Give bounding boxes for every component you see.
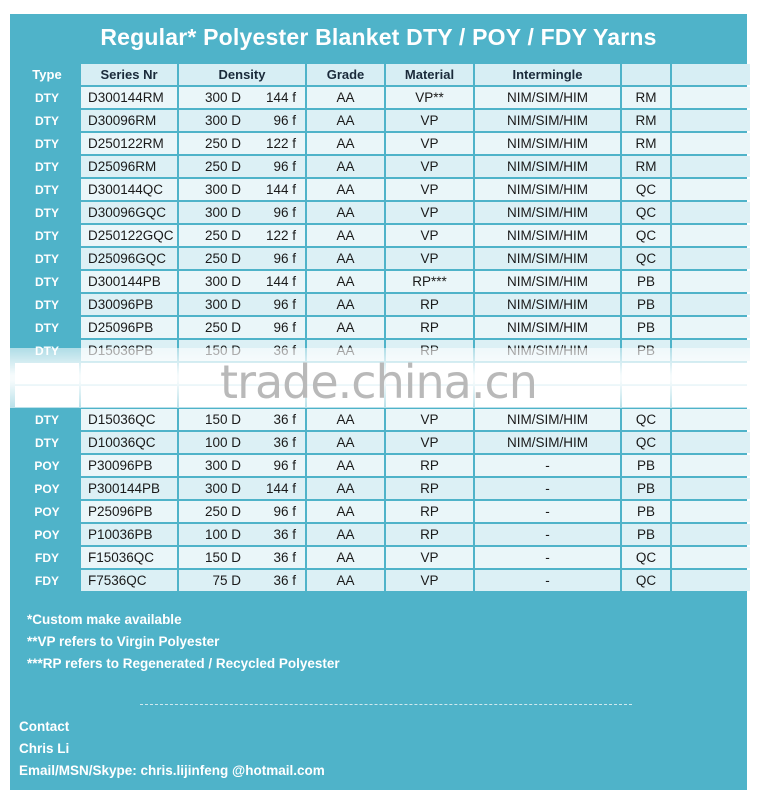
cell-density — [179, 110, 305, 131]
cell-density — [179, 156, 305, 177]
footnotes — [27, 609, 340, 675]
cell-series: D250122RM — [81, 133, 177, 154]
cell-density — [179, 432, 305, 453]
cell-type: FDY — [15, 547, 79, 568]
cell-intermingle: - — [475, 524, 620, 545]
cell-code: QC — [622, 432, 670, 453]
cell-intermingle: NIM/SIM/HIM — [475, 133, 620, 154]
header-intermingle: Intermingle — [475, 64, 620, 85]
table-row — [15, 317, 750, 338]
cell-code: PB — [622, 478, 670, 499]
table-row — [15, 271, 750, 292]
density-denier: 100 D — [204, 527, 241, 542]
cell-intermingle: - — [475, 455, 620, 476]
cell-code: QC — [622, 179, 670, 200]
cell-series: D25096RM — [81, 156, 177, 177]
cell-type: DTY — [15, 133, 79, 154]
cell-grade: AA — [307, 87, 384, 108]
table-row — [15, 294, 750, 315]
cell-blank — [672, 570, 750, 591]
cell-intermingle: - — [475, 570, 620, 591]
table-row — [15, 501, 750, 522]
cell-series: D30096PB — [81, 294, 177, 315]
density-filament: 96 f — [273, 205, 296, 220]
cell-intermingle: - — [475, 478, 620, 499]
cell-grade: AA — [307, 156, 384, 177]
cell-type: POY — [15, 524, 79, 545]
cell-code: QC — [622, 202, 670, 223]
cell-material: VP — [386, 248, 473, 269]
table-row — [15, 156, 750, 177]
density-filament: 36 f — [273, 573, 296, 588]
cell-blank — [672, 179, 750, 200]
cell-blank — [672, 271, 750, 292]
cell-type: DTY — [15, 156, 79, 177]
cell-material: RP — [386, 478, 473, 499]
cell-series: P300144PB — [81, 478, 177, 499]
cell-series: D250122GQC — [81, 225, 177, 246]
header-type: Type — [15, 64, 79, 85]
cell-type: DTY — [15, 294, 79, 315]
table-row — [15, 524, 750, 545]
cell-grade: AA — [307, 202, 384, 223]
cell-grade: AA — [307, 570, 384, 591]
density-denier: 300 D — [204, 90, 241, 105]
cell-blank — [672, 156, 750, 177]
table-row — [15, 570, 750, 591]
cell-grade: AA — [307, 225, 384, 246]
footnote-custom: *Custom make available — [27, 612, 182, 627]
density-denier: 300 D — [204, 182, 241, 197]
table-header-row — [15, 64, 750, 85]
cell-series: F15036QC — [81, 547, 177, 568]
cell-code: QC — [622, 225, 670, 246]
cell-series: D300144QC — [81, 179, 177, 200]
cell-type: DTY — [15, 202, 79, 223]
cell-code: PB — [622, 501, 670, 522]
cell-type: DTY — [15, 248, 79, 269]
cell-blank — [672, 432, 750, 453]
table-body — [15, 87, 750, 591]
cell-blank — [672, 478, 750, 499]
cell-code: RM — [622, 87, 670, 108]
header-code — [622, 64, 670, 85]
density-denier: 100 D — [204, 435, 241, 450]
density-filament: 96 f — [273, 458, 296, 473]
cell-intermingle: - — [475, 501, 620, 522]
cell-density — [179, 179, 305, 200]
header-density: Density — [179, 64, 305, 85]
density-denier: 250 D — [204, 504, 241, 519]
table-row — [15, 225, 750, 246]
dashed-divider — [140, 704, 632, 705]
density-denier: 250 D — [204, 251, 241, 266]
cell-blank — [672, 202, 750, 223]
cell-blank — [672, 455, 750, 476]
cell-series: D30096RM — [81, 110, 177, 131]
density-denier: 300 D — [204, 113, 241, 128]
yarn-table-wrap — [13, 62, 746, 593]
cell-blank — [672, 501, 750, 522]
table-row — [15, 547, 750, 568]
table-row — [15, 409, 750, 430]
cell-series: D30096GQC — [81, 202, 177, 223]
cell-density — [179, 455, 305, 476]
density-filament: 96 f — [273, 297, 296, 312]
cell-grade: AA — [307, 501, 384, 522]
cell-blank — [672, 225, 750, 246]
cell-type: DTY — [15, 317, 79, 338]
footnote-vp: **VP refers to Virgin Polyester — [27, 634, 220, 649]
cell-material: VP — [386, 409, 473, 430]
cell-density — [179, 547, 305, 568]
cell-code: PB — [622, 271, 670, 292]
cell-series: D300144RM — [81, 87, 177, 108]
cell-material: VP** — [386, 87, 473, 108]
density-filament: 36 f — [273, 550, 296, 565]
contact-heading: Contact — [19, 719, 70, 734]
cell-grade: AA — [307, 455, 384, 476]
cell-blank — [672, 294, 750, 315]
cell-blank — [672, 547, 750, 568]
density-filament: 96 f — [273, 320, 296, 335]
cell-code: QC — [622, 570, 670, 591]
cell-grade: AA — [307, 271, 384, 292]
table-row — [15, 248, 750, 269]
cell-density — [179, 524, 305, 545]
cell-series: P25096PB — [81, 501, 177, 522]
header-material: Material — [386, 64, 473, 85]
density-denier: 150 D — [204, 550, 241, 565]
density-filament: 36 f — [273, 435, 296, 450]
cell-material: RP — [386, 317, 473, 338]
cell-series: P10036PB — [81, 524, 177, 545]
header-grade: Grade — [307, 64, 384, 85]
cell-series: F7536QC — [81, 570, 177, 591]
cell-density — [179, 202, 305, 223]
density-denier: 250 D — [204, 320, 241, 335]
cell-material: VP — [386, 156, 473, 177]
cell-blank — [672, 524, 750, 545]
cell-density — [179, 570, 305, 591]
cell-material: RP — [386, 501, 473, 522]
density-filament: 122 f — [265, 228, 296, 243]
cell-material: RP — [386, 524, 473, 545]
density-filament: 144 f — [265, 274, 296, 289]
density-filament: 96 f — [273, 159, 296, 174]
cell-code: PB — [622, 294, 670, 315]
cell-type: POY — [15, 501, 79, 522]
density-denier: 75 D — [212, 573, 241, 588]
cell-code: PB — [622, 524, 670, 545]
cell-type: DTY — [15, 409, 79, 430]
cell-density — [179, 317, 305, 338]
cell-material: RP — [386, 294, 473, 315]
table-row — [15, 110, 750, 131]
cell-type: FDY — [15, 570, 79, 591]
cell-intermingle: NIM/SIM/HIM — [475, 294, 620, 315]
density-filament: 122 f — [265, 136, 296, 151]
cell-grade: AA — [307, 133, 384, 154]
table-row — [15, 455, 750, 476]
density-filament: 36 f — [273, 412, 296, 427]
cell-code: QC — [622, 409, 670, 430]
cell-code: PB — [622, 317, 670, 338]
cell-blank — [672, 110, 750, 131]
cell-grade: AA — [307, 524, 384, 545]
cell-intermingle: NIM/SIM/HIM — [475, 179, 620, 200]
cell-type: DTY — [15, 87, 79, 108]
cell-code: RM — [622, 110, 670, 131]
table-row — [15, 179, 750, 200]
header-blank — [672, 64, 750, 85]
density-filament: 144 f — [265, 182, 296, 197]
cell-density — [179, 409, 305, 430]
density-filament: 36 f — [273, 527, 296, 542]
cell-type: DTY — [15, 271, 79, 292]
cell-intermingle: NIM/SIM/HIM — [475, 432, 620, 453]
cell-grade: AA — [307, 179, 384, 200]
density-denier: 250 D — [204, 228, 241, 243]
cell-blank — [672, 248, 750, 269]
yarn-spec-table — [13, 62, 752, 593]
cell-intermingle: NIM/SIM/HIM — [475, 271, 620, 292]
density-filament: 144 f — [265, 481, 296, 496]
cell-series: D15036QC — [81, 409, 177, 430]
cell-material: VP — [386, 547, 473, 568]
watermark-text: trade.china.cn — [220, 355, 537, 409]
cell-intermingle: NIM/SIM/HIM — [475, 87, 620, 108]
cell-code: QC — [622, 248, 670, 269]
cell-density — [179, 501, 305, 522]
cell-series: D300144PB — [81, 271, 177, 292]
density-denier: 300 D — [204, 458, 241, 473]
cell-density — [179, 271, 305, 292]
cell-intermingle: NIM/SIM/HIM — [475, 409, 620, 430]
cell-series: D25096PB — [81, 317, 177, 338]
footnote-rp: ***RP refers to Regenerated / Recycled Polyester — [27, 656, 340, 671]
density-denier: 300 D — [204, 205, 241, 220]
contact-block — [19, 716, 325, 782]
cell-series: P30096PB — [81, 455, 177, 476]
density-denier: 250 D — [204, 136, 241, 151]
cell-intermingle: NIM/SIM/HIM — [475, 225, 620, 246]
cell-blank — [672, 87, 750, 108]
density-filament: 96 f — [273, 251, 296, 266]
table-row — [15, 87, 750, 108]
table-row — [15, 202, 750, 223]
cell-material: VP — [386, 225, 473, 246]
cell-material: RP*** — [386, 271, 473, 292]
cell-grade: AA — [307, 248, 384, 269]
cell-material: VP — [386, 432, 473, 453]
cell-intermingle: NIM/SIM/HIM — [475, 202, 620, 223]
cell-series: D10036QC — [81, 432, 177, 453]
cell-grade: AA — [307, 409, 384, 430]
density-denier: 300 D — [204, 297, 241, 312]
cell-material: RP — [386, 455, 473, 476]
cell-material: VP — [386, 202, 473, 223]
cell-grade: AA — [307, 547, 384, 568]
cell-grade: AA — [307, 432, 384, 453]
cell-blank — [672, 409, 750, 430]
cell-grade: AA — [307, 317, 384, 338]
cell-code: QC — [622, 547, 670, 568]
contact-name: Chris Li — [19, 741, 70, 756]
cell-intermingle: - — [475, 547, 620, 568]
density-denier: 250 D — [204, 159, 241, 174]
cell-grade: AA — [307, 110, 384, 131]
table-row — [15, 432, 750, 453]
cell-type: POY — [15, 478, 79, 499]
cell-type: DTY — [15, 179, 79, 200]
cell-type: POY — [15, 455, 79, 476]
header-series: Series Nr — [81, 64, 177, 85]
cell-density — [179, 248, 305, 269]
density-denier: 150 D — [204, 412, 241, 427]
density-denier: 300 D — [204, 481, 241, 496]
cell-code: PB — [622, 455, 670, 476]
cell-density — [179, 133, 305, 154]
cell-series: D25096GQC — [81, 248, 177, 269]
density-filament: 96 f — [273, 113, 296, 128]
cell-grade: AA — [307, 294, 384, 315]
cell-density — [179, 294, 305, 315]
cell-type: DTY — [15, 225, 79, 246]
page-title: Regular* Polyester Blanket DTY / POY / FDY Yarns — [100, 23, 657, 50]
cell-code: RM — [622, 133, 670, 154]
table-row — [15, 478, 750, 499]
cell-intermingle: NIM/SIM/HIM — [475, 156, 620, 177]
density-filament: 96 f — [273, 504, 296, 519]
cell-density — [179, 225, 305, 246]
cell-material: VP — [386, 110, 473, 131]
cell-material: VP — [386, 179, 473, 200]
table-row — [15, 133, 750, 154]
cell-density — [179, 478, 305, 499]
contact-email[interactable]: Email/MSN/Skype: chris.lijinfeng @hotmail.com — [19, 763, 325, 778]
cell-density — [179, 87, 305, 108]
cell-intermingle: NIM/SIM/HIM — [475, 248, 620, 269]
cell-type: DTY — [15, 110, 79, 131]
cell-intermingle: NIM/SIM/HIM — [475, 110, 620, 131]
cell-intermingle: NIM/SIM/HIM — [475, 317, 620, 338]
density-filament: 144 f — [265, 90, 296, 105]
cell-blank — [672, 317, 750, 338]
density-denier: 300 D — [204, 274, 241, 289]
cell-material: VP — [386, 133, 473, 154]
cell-blank — [672, 133, 750, 154]
cell-type: DTY — [15, 432, 79, 453]
cell-code: RM — [622, 156, 670, 177]
cell-material: VP — [386, 570, 473, 591]
cell-grade: AA — [307, 478, 384, 499]
